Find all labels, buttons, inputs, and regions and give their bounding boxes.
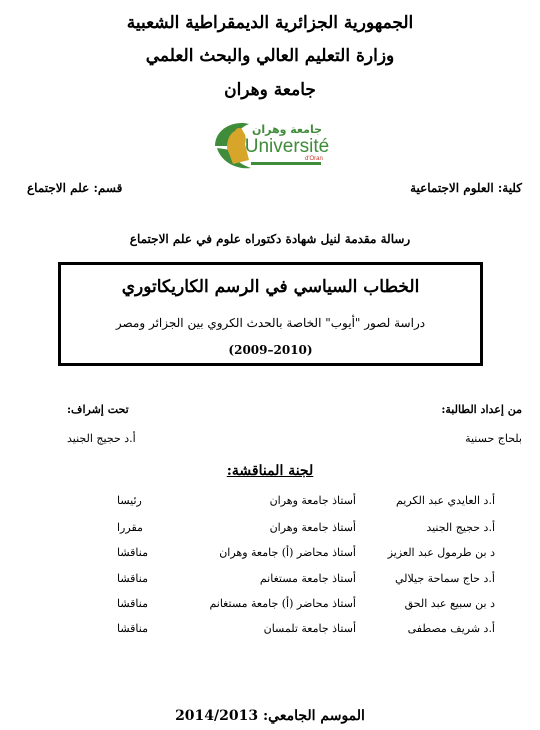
member-rank: أستاذ جامعة وهران bbox=[269, 494, 356, 507]
supervisor-label: تحت إشراف: bbox=[67, 403, 129, 416]
member-role: مقررا bbox=[117, 521, 143, 534]
table-row bbox=[0, 572, 540, 594]
ministry-name: وزارة التعليم العالي والبحث العلمي bbox=[145, 46, 395, 66]
department-label: قسم: علم الاجتماع bbox=[27, 181, 123, 195]
member-name: د بن سبيع عبد الحق bbox=[404, 597, 495, 610]
member-rank: أستاذ محاضر (أ) جامعة وهران bbox=[219, 546, 356, 559]
logo-sub-text: d'Oran bbox=[305, 156, 323, 162]
member-name: أ.د شريف مصطفى bbox=[407, 622, 495, 635]
academic-year-value: 2014/2013 bbox=[175, 708, 259, 724]
thesis-years: (2009–2010) bbox=[228, 343, 313, 357]
table-row bbox=[0, 622, 540, 644]
academic-year-label: الموسم الجامعي: bbox=[262, 708, 365, 724]
member-rank: أستاذ جامعة مستغانم bbox=[259, 572, 356, 585]
thesis-subtitle: دراسة لصور "أيوب" الخاصة بالحدث الكروي بين الجزائر ومصر bbox=[115, 316, 426, 330]
academic-year bbox=[0, 708, 540, 724]
table-row bbox=[0, 521, 540, 543]
country-name: الجمهورية الجزائرية الديمقراطية الشعبية bbox=[126, 13, 414, 33]
member-role: مناقشا bbox=[117, 597, 148, 610]
member-name: د بن طرمول عبد العزيز bbox=[387, 546, 495, 559]
student-name: بلحاج حسنية bbox=[465, 432, 522, 445]
member-role: رئيسا bbox=[117, 494, 142, 507]
member-role: مناقشا bbox=[117, 622, 148, 635]
member-rank: أستاذ جامعة تلمسان bbox=[263, 622, 356, 635]
member-name: أ.د حجيج الجنيد bbox=[426, 521, 495, 534]
thesis-title: الخطاب السياسي في الرسم الكاريكاتوري bbox=[121, 277, 420, 297]
table-row bbox=[0, 546, 540, 568]
member-name: أ.د حاج سماحة جيلالي bbox=[394, 572, 495, 585]
logo-latin-text: Université bbox=[244, 136, 330, 157]
title-box bbox=[58, 262, 483, 366]
member-name: أ.د العايدي عبد الكريم bbox=[395, 494, 495, 507]
supervisor-name: أ.د حجيج الجنيد bbox=[67, 432, 136, 445]
member-rank: أستاذ جامعة وهران bbox=[269, 521, 356, 534]
logo-arabic-text: جامعة وهران bbox=[251, 123, 323, 136]
member-rank: أستاذ محاضر (أ) جامعة مستغانم bbox=[209, 597, 356, 610]
university-name: جامعة وهران bbox=[224, 80, 316, 100]
member-role: مناقشا bbox=[117, 546, 148, 559]
university-logo-graphic bbox=[205, 118, 335, 174]
committee-title: لجنة المناقشة: bbox=[226, 463, 314, 479]
member-role: مناقشا bbox=[117, 572, 148, 585]
faculty-label: كلية: العلوم الاجتماعية bbox=[410, 181, 522, 195]
thesis-description: رسالة مقدمة لنيل شهادة دكتوراه علوم في علم الاجتماع bbox=[129, 232, 411, 246]
table-row bbox=[0, 597, 540, 619]
university-logo bbox=[205, 118, 335, 174]
prepared-by-label: من إعداد الطالبة: bbox=[441, 403, 522, 416]
table-row bbox=[0, 494, 540, 516]
